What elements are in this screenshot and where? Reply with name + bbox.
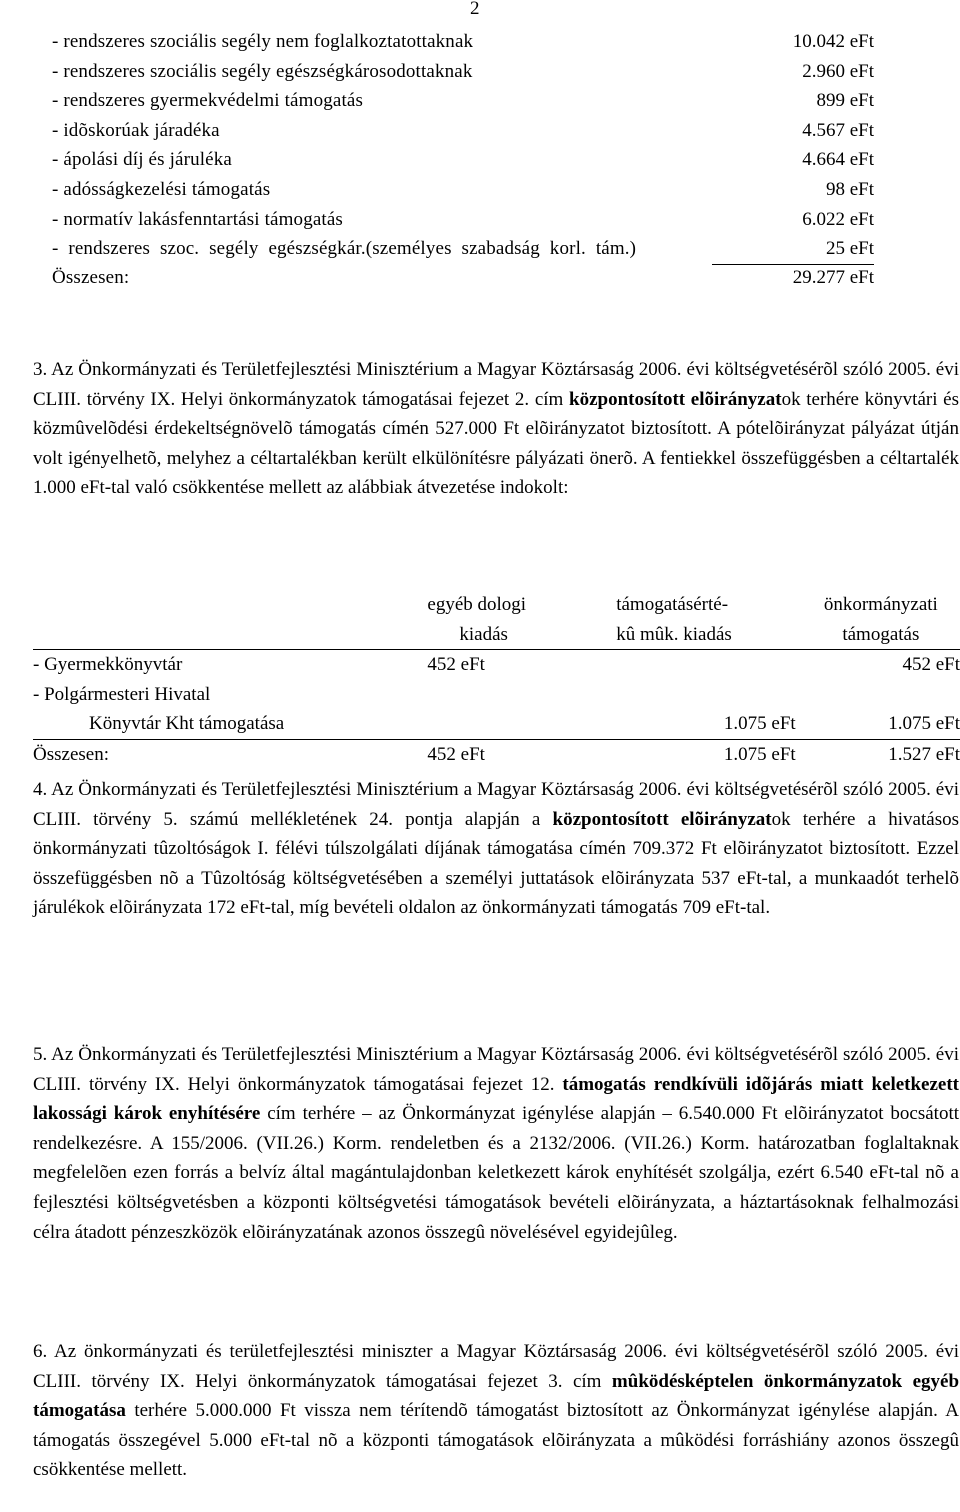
col-header: támogatás <box>802 620 960 650</box>
benefit-row <box>52 86 874 116</box>
total-amount: 29.277 eFt <box>792 266 874 288</box>
benefit-amount: 4.664 eFt <box>802 149 874 171</box>
cell <box>608 650 802 680</box>
cell <box>427 680 608 710</box>
paragraph-4 <box>33 775 959 923</box>
benefit-amount: 98 eFt <box>825 178 874 200</box>
table-total-row <box>33 739 960 769</box>
col-header: kiadás <box>427 620 608 650</box>
benefit-row <box>52 27 874 57</box>
benefit-label: - normatív lakásfenntartási támogatás <box>52 208 343 230</box>
paragraph-6 <box>33 1337 959 1485</box>
table-header-row <box>33 620 960 650</box>
col-header: támogatásérté- <box>616 594 729 615</box>
paragraph-5 <box>33 1040 959 1247</box>
cell: 452 eFt <box>427 654 485 676</box>
table-row <box>33 709 960 739</box>
benefit-label: - rendszeres gyermekvédelmi támogatás <box>52 90 364 112</box>
table-row <box>33 680 960 710</box>
benefit-label: - rendszeres szociális segély nem foglalkoztatottaknak <box>52 31 474 52</box>
page-number: 2 <box>470 0 480 19</box>
benefit-label: - adósságkezelési támogatás <box>52 178 271 200</box>
row-label: Összesen: <box>33 739 427 769</box>
cell: 1.075 eFt <box>608 739 802 769</box>
col-header: egyéb dologi <box>427 594 527 615</box>
cell: 1.075 eFt <box>888 713 960 735</box>
benefit-label: - rendszeres szoc. segély egészségkár.(személyes szabadság korl. tám.) <box>52 238 637 260</box>
p3-text-2: ok terhére könyvtári és közmûvelõdési érdekeltségnövelõ támogatás címén 527.000 Ft elõirányzatot biztosított. A pótelõirányzat pályázat útján volt igényelhetõ, melyhez a céltartalékban került elkülönítésre pályázati önerõ. A fentiekkel összefüggésben a céltartalék 1.000 eFt-tal való csökkentése mellett az alábbiak átvezetése indokolt: <box>33 388 959 499</box>
benefit-amount: 899 eFt <box>816 90 874 112</box>
p6-text-1: 6. Az önkormányzati és területfejlesztési miniszter a Magyar Köztársaság 2006. évi költségvetésérõl szóló 2005. évi CLIII. törvény IX. Helyi önkormányzatok támogatásai fejezet 3. cím <box>33 1341 959 1392</box>
benefit-label: - idõskorúak járadéka <box>52 119 220 141</box>
row-label: Könyvtár Kht támogatása <box>89 713 285 735</box>
cell: 452 eFt <box>427 739 608 769</box>
cell <box>427 709 608 739</box>
p4-text-2: ok terhére a hivatásos önkormányzati tûzoltóságok I. félévi túlszolgálati díjának támogatása címén 709.372 Ft elõirányzatot biztosított. Ezzel összefüggésben nõ a Tûzoltóság költségvetésében a személyi juttatások elõirányzata 537 eFt-tal, a munkaadót terhelõ járulékok elõirányzata 172 eFt-tal, míg bevételi oldalon az önkormányzati támogatás 709 eFt-tal. <box>33 808 959 919</box>
benefit-row <box>52 116 874 146</box>
benefit-label: - ápolási díj és járuléka <box>52 149 232 171</box>
benefits-total-row <box>52 263 874 293</box>
p3-bold: központosított elõirányzat <box>569 388 782 410</box>
p5-bold: támogatás rendkívüli idõjárás miatt keletkezett lakossági károk enyhítésére <box>33 1073 959 1125</box>
allocation-table <box>33 590 960 770</box>
cell: 1.075 eFt <box>723 713 796 735</box>
benefit-amount: 6.022 eFt <box>802 208 874 230</box>
col-header: kû mûk. kiadás <box>608 620 802 650</box>
benefit-amount: 10.042 eFt <box>792 31 874 52</box>
benefit-row <box>52 145 874 175</box>
p4-text-1: 4. Az Önkormányzati és Területfejlesztési Minisztérium a Magyar Köztársaság 2006. évi költségvetésérõl szóló 2005. évi CLIII. törvény 5. számú mellékletének 24. pontja alapján a <box>33 779 959 830</box>
p5-text-1: 5. Az Önkormányzati és Területfejlesztési Minisztérium a Magyar Köztársaság 2006. évi költségvetésérõl szóló 2005. évi CLIII. törvény IX. Helyi önkormányzatok támogatásai fejezet 12. <box>33 1044 959 1095</box>
p3-text-1: 3. Az Önkormányzati és Területfejlesztési Minisztérium a Magyar Köztársaság 2006. évi költségvetésérõl szóló 2005. évi CLIII. törvény IX. Helyi önkormányzatok támogatásai fejezet 2. cím <box>33 359 959 410</box>
benefit-row <box>52 205 874 235</box>
p6-text-2: terhére 5.000.000 Ft vissza nem térítendõ támogatást biztosított az Önkormányzat igénylése alapján. A támogatás összegével 5.000 eFt-tal nõ a központi támogatások elõirányzata a mûködési forráshiány azonos összegû csökkentése mellett. <box>33 1400 959 1481</box>
benefit-row <box>52 234 874 264</box>
benefit-amount: 4.567 eFt <box>802 119 874 141</box>
table-header-row <box>33 590 960 620</box>
p4-bold: központosított elõirányzat <box>552 808 772 830</box>
benefit-amount: 2.960 eFt <box>802 60 874 82</box>
benefits-list <box>52 27 874 292</box>
paragraph-3 <box>33 355 959 503</box>
p5-text-2: cím terhére – az Önkormányzat igénylése alapján – 6.540.000 Ft elõirányzatot bocsátott rendelkezésre. A 155/2006. (VII.26.) Korm. rendeletben és a 2132/2006. (VII.26.) Korm. határozatban foglaltaknak megfelelõen ezen forrás a belvíz által magántulajdonban keletkezett károk enyhítését szolgálja, ezért 6.540 eFt-tal nõ a fejlesztési költségvetésben a központi költségvetési támogatások bevételi elõirányzata, a háztartásoknak felhalmozási célra átadott pénzeszközök elõirányzatának azonos összegû növelésével egyidejûleg. <box>33 1103 959 1243</box>
benefit-row <box>52 175 874 205</box>
p6-bold: mûködésképtelen önkormányzatok egyéb támogatása <box>33 1370 960 1422</box>
row-label: - Gyermekkönyvtár <box>33 654 183 676</box>
total-label: Összesen: <box>52 266 130 288</box>
benefit-label: - rendszeres szociális segély egészségkárosodottaknak <box>52 60 473 82</box>
row-label: - Polgármesteri Hivatal <box>33 683 211 705</box>
table-row <box>33 650 960 680</box>
benefit-amount: 25 eFt <box>825 238 874 260</box>
cell: 1.527 eFt <box>802 739 960 769</box>
cell <box>802 680 960 710</box>
cell: 452 eFt <box>902 654 960 676</box>
col-header: önkormányzati <box>823 594 938 615</box>
benefit-row <box>52 57 874 87</box>
cell <box>608 680 802 710</box>
